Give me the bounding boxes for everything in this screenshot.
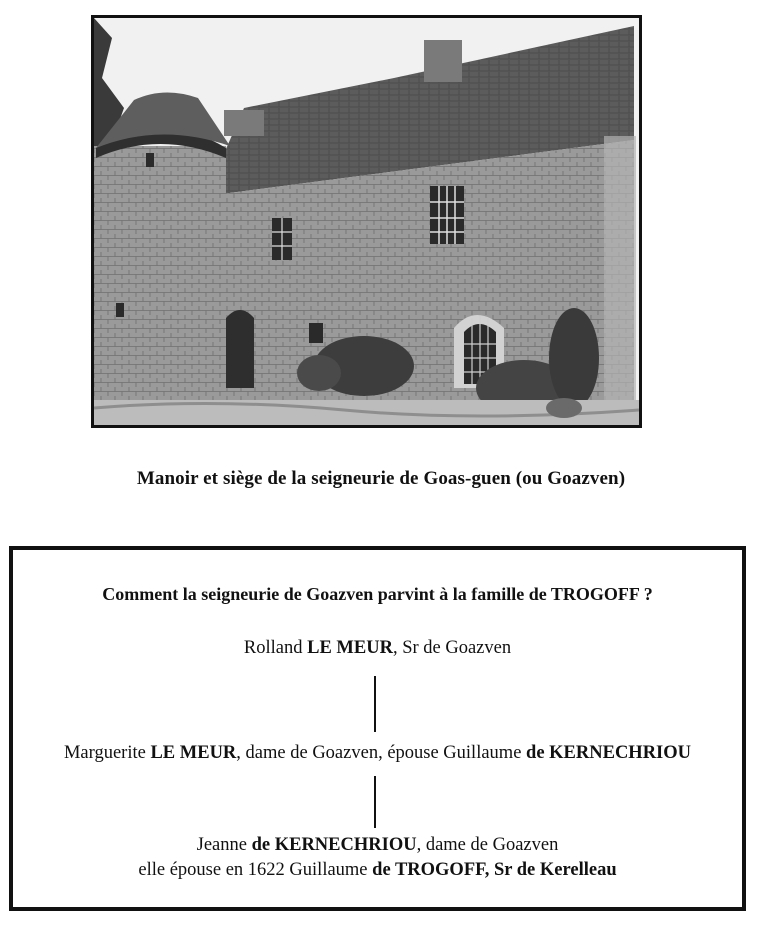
photo-caption: Manoir et siège de la seigneurie de Goas-guen (ou Goazven) bbox=[136, 468, 626, 489]
gen1-surname: LE MEUR bbox=[307, 638, 393, 658]
manor-photo bbox=[91, 15, 642, 428]
generation-3-line-1 bbox=[13, 835, 742, 856]
genealogy-box bbox=[9, 546, 746, 911]
gen2-spouse: de KERNECHRIOU bbox=[526, 743, 692, 763]
gen2-surname: LE MEUR bbox=[150, 743, 237, 763]
gen3-surname: de KERNECHRIOU bbox=[251, 835, 417, 855]
gen3-spouse: de TROGOFF, Sr de Kerelleau bbox=[372, 860, 617, 880]
chimney-right bbox=[424, 40, 462, 82]
door bbox=[226, 310, 254, 388]
gen3-rest: , dame de Goazven bbox=[416, 835, 559, 855]
generation-1 bbox=[13, 638, 742, 659]
gen3-first: Jeanne bbox=[196, 835, 252, 855]
gen2-rest: , dame de Goazven, épouse Guillaume bbox=[236, 743, 527, 763]
generation-2 bbox=[13, 743, 742, 764]
gen1-first: Rolland bbox=[243, 638, 308, 658]
gen2-first: Marguerite bbox=[63, 743, 151, 763]
generation-3-line-2 bbox=[13, 860, 742, 881]
lineage-connector-2 bbox=[374, 776, 376, 828]
tower bbox=[94, 146, 226, 413]
lineage-connector-1 bbox=[374, 676, 376, 732]
gen3-marriage: elle épouse en 1622 Guillaume bbox=[138, 860, 373, 880]
gen1-rest: , Sr de Goazven bbox=[392, 638, 512, 658]
genealogy-question: Comment la seigneurie de Goazven parvint à la famille de TROGOFF ? bbox=[102, 584, 653, 604]
chimney-left bbox=[224, 110, 264, 136]
manor-illustration bbox=[94, 18, 639, 425]
